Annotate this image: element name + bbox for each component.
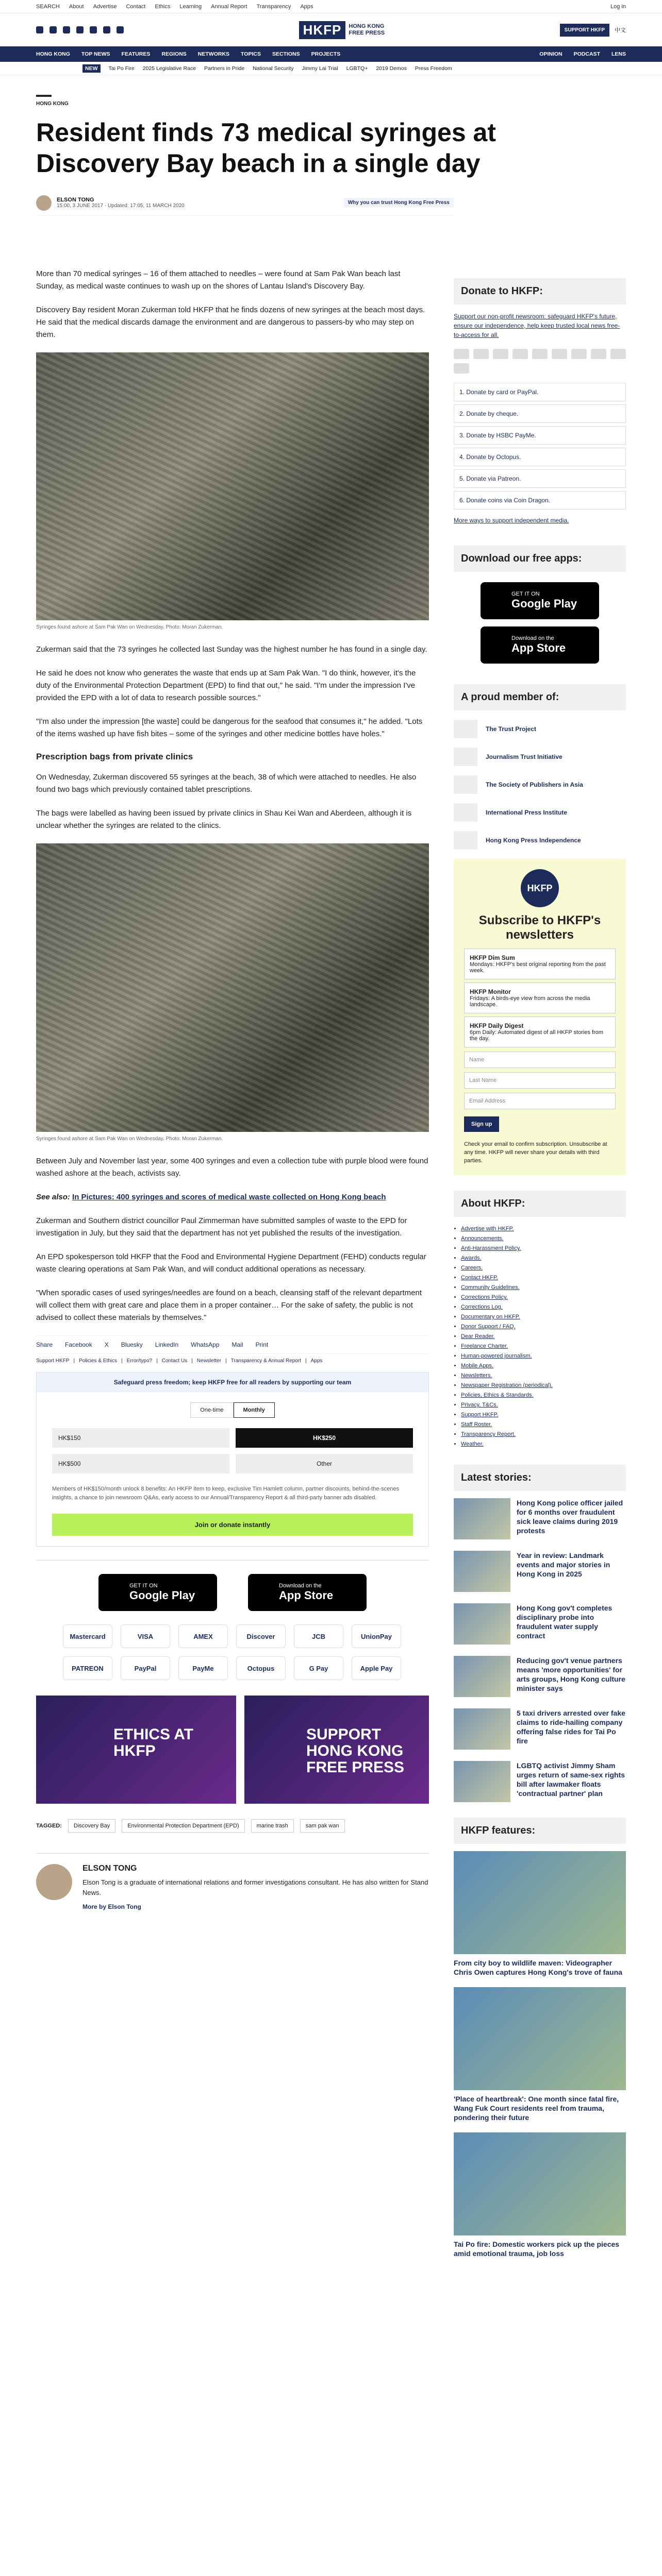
share-print[interactable]: Print [255,1341,269,1348]
unionpay-icon: UnionPay [352,1624,401,1648]
promo-banners [36,1696,429,1804]
main-nav [0,46,662,62]
brand-bar [0,13,662,46]
about-link[interactable]: • Documentary on HKFP. [461,1312,626,1322]
trend-item[interactable]: LGBTQ+ [346,65,368,72]
card-icons [454,349,626,374]
nav-regions[interactable]: REGIONS [161,51,187,57]
nav-projects[interactable]: PROJECTS [311,51,341,57]
trend-item[interactable]: 2025 Legislative Race [142,65,196,72]
paragraph: The bags were labelled as having been issued by private clinics in Shau Kei Wan and Aberdeen, although it is unclear whether the syringes are related to the clinics. [36,809,412,830]
nav-hong-kong[interactable]: HONG KONG [36,51,70,57]
author-name[interactable]: ELSON TONG [57,197,94,203]
support-button[interactable]: SUPPORT HKFP [560,24,609,37]
link[interactable]: Contact Us [161,1358,188,1364]
avatar[interactable] [36,195,52,211]
about-link[interactable]: • Advertise with HKFP. [461,1224,626,1234]
newsletter-title: Subscribe to HKFP's newsletters [478,913,601,942]
about-link[interactable]: • Contact HKFP. [461,1273,626,1283]
about-link[interactable]: • Corrections Log. [461,1302,626,1312]
story-thumbnail [454,1498,510,1539]
amex-icon [493,349,508,359]
link[interactable]: Policies & Ethics [79,1358,118,1364]
footer-links: Support HKFP | Policies & Ethics | Error/typo? | Contact Us | Newsletter | Transparency & Annual Report | Apps [36,1358,323,1364]
link[interactable]: Newsletter [196,1358,222,1364]
support-banner[interactable]: SUPPORT HONG KONG FREE PRESS [244,1696,429,1804]
about-link[interactable]: • Staff Roster. [461,1420,626,1430]
feature-image [454,1851,626,1954]
payme-icon: PayMe [178,1656,228,1680]
trend-item[interactable]: National Security [253,65,294,72]
feature-story[interactable]: 'Place of heartbreak': One month since fatal fire, Wang Fuk Court residents reel from trauma, pondering their future [454,1987,626,2122]
member-logo[interactable]: The Trust Project [454,720,626,738]
about-link[interactable]: • Newspaper Registration (periodical). [461,1381,626,1391]
social-icons [36,26,124,33]
share-mail[interactable]: Mail [231,1341,243,1348]
syringes-photo-2 [36,843,429,1132]
about-list [454,1224,626,1449]
tag-list [36,1819,429,1833]
paypal-icon: PayPal [121,1656,170,1680]
share-label: Share [36,1341,53,1348]
nav-networks[interactable]: NETWORKS [197,51,230,57]
latest-story[interactable]: Year in review: Landmark events and major stories in Hong Kong in 2025 [454,1551,626,1592]
util-apps[interactable]: Apps [300,3,313,10]
donate-option[interactable]: 2. Donate by cheque. [454,404,626,423]
about-link[interactable]: • Corrections Policy. [461,1293,626,1302]
login-link[interactable]: Log in [610,3,626,10]
paragraph: An EPD spokesperson told HKFP that the Food and Environmental Hygiene Department (FEHD) conducts regular waste clearing operations at Sam Pak Wan, and will conduct additional operations as necessary. [36,1252,426,1274]
facebook-icon[interactable] [36,26,43,33]
paragraph: On Wednesday, Zukerman discovered 55 syringes at the beach, 38 of which were attached to needles. He also found two bags which previously contained tablet prescriptions. [36,773,417,794]
about-link[interactable]: • Donor Support / FAQ. [461,1322,626,1332]
sidebar-heading: Latest stories: [454,1465,626,1491]
paragraph: "When sporadic cases of used syringes/needles are found on a beach, cleansing staff of the relevant department will collect them with great care and place them in a proper container… For the sake of safety, the public is not advised to collect these materials by themselves." [36,1289,422,1322]
donate-option[interactable]: 1. Donate by card or PayPal. [454,383,626,401]
about-link[interactable]: • Policies, Ethics & Standards. [461,1391,626,1400]
feature-story[interactable]: From city boy to wildlife maven: Videographer Chris Owen captures Hong Kong's trove of fauna [454,1851,626,1977]
jcb-icon: JCB [294,1624,343,1648]
subheading: Prescription bags from private clinics [36,752,193,761]
newsletter-option[interactable]: HKFP Monitor Fridays: A birds-eye view from across the media landscape. [464,982,616,1013]
about-link[interactable]: • Weather. [461,1439,626,1449]
app-store-badge[interactable]: Download on the App Store [248,1574,367,1611]
freq-one-time[interactable]: One-time [190,1402,233,1418]
feature-story[interactable]: Tai Po fire: Domestic workers pick up the pieces amid emotional trauma, job loss [454,2132,626,2258]
linkedin-icon[interactable] [103,26,110,33]
paragraph: Zukerman and Southern district councillor Paul Zimmerman have submitted samples of waste to the EPD for investigation in July, but they said that the department has not yet published the results of the investigation. [36,1216,407,1238]
about-link[interactable]: • Privacy, T&Cs. [461,1400,626,1410]
mastercard-icon: Mastercard [63,1624,112,1648]
hkfp-badge: HKFP [521,869,559,907]
about-link[interactable]: • Careers. [461,1263,626,1273]
about-link[interactable]: • Freelance Charter. [461,1342,626,1351]
member-logo[interactable]: The Society of Publishers in Asia [454,775,626,794]
trend-item[interactable]: Press Freedom [415,65,452,72]
freq-monthly[interactable]: Monthly [234,1402,275,1418]
see-also: See also: In Pictures: 400 syringes and scores of medical waste collected on Hong Kong beach [36,1193,386,1201]
discover-icon: Discover [236,1624,286,1648]
discover-icon [532,349,548,359]
donate-option[interactable]: 6. Donate coins via Coin Dragon. [454,491,626,510]
tag[interactable]: marine trash [251,1819,294,1833]
feature-image [454,2132,626,2235]
article-kicker[interactable]: HONG KONG [36,95,52,107]
article-dates: 15:00, 3 JUNE 2017 · Updated: 17:05, 11 MARCH 2020 [57,203,185,209]
amount-150[interactable]: HK$150 [52,1428,229,1448]
google-play-badge[interactable]: GET IT ON Google Play [481,582,599,619]
util-ethics[interactable]: Ethics [155,3,171,10]
donate-text-link[interactable]: Support our non-profit newsroom: safeguard HKFP's future, ensure our independence, help keep trusted local news free-to-access for all. [454,313,620,338]
paragraph: Zukerman said that the 73 syringes he collected last Sunday was the highest number he has found in a single day. [36,645,427,654]
jcb-icon [512,349,528,359]
paypal-icon [571,349,587,359]
trend-item[interactable]: Partners in Pride [204,65,245,72]
amount-250[interactable]: HK$250 [236,1428,413,1448]
link[interactable]: Support HKFP [36,1358,70,1364]
donate-option[interactable]: 4. Donate by Octopus. [454,448,626,466]
latest-story[interactable]: LGBTQ activist Jimmy Sham urges return of same-sex rights bill after lawmaker floats 'contractual partner' plan [454,1761,626,1802]
nav-sections[interactable]: SECTIONS [272,51,300,57]
name-field[interactable]: Name [464,1052,616,1068]
visa-icon: VISA [121,1624,170,1648]
share-bar [36,1335,429,1354]
sidebar-heading: Donate to HKFP: [454,278,626,304]
member-logos [454,720,626,850]
mastercard-icon [454,349,469,359]
util-annual-report[interactable]: Annual Report [211,3,247,10]
donate-button[interactable]: Join or donate instantly [52,1514,413,1536]
visa-icon [473,349,489,359]
sidebar-heading: About HKFP: [454,1191,626,1217]
nav-lens[interactable]: LENS [611,51,626,57]
link[interactable]: Error/typo? [126,1358,153,1364]
payme-icon [591,349,606,359]
newsletter-option[interactable]: HKFP Dim Sum Mondays: HKFP's best original reporting from the past week. [464,948,616,979]
gpay-icon: G Pay [294,1656,343,1680]
latest-story[interactable]: Reducing gov't venue partners means 'more opportunities' for arts groups, Hong Kong culture minister says [454,1656,626,1697]
last-name-field[interactable]: Last Name [464,1072,616,1089]
app-store-badge[interactable]: Download on the App Store [481,626,599,664]
syringes-photo [36,352,429,620]
member-logo[interactable]: International Press Institute [454,803,626,822]
search-link[interactable]: SEARCH [36,3,60,10]
sidebar-heading: Download our free apps: [454,546,626,572]
donate-headline: Safeguard press freedom; keep HKFP free for all readers by supporting our team [37,1372,428,1392]
about-link[interactable]: • Human-powered journalism. [461,1351,626,1361]
story-thumbnail [454,1708,510,1750]
paragraph: He said he does not know who generates the waste that ends up at Sam Pak Wan. "I do think, however, it's the duty of the Environmental Protection Department (EPD) to find that out," he said. "I'm under the impression I've provided the EPD with a lot of data to research possible sources." [36,669,416,702]
about-link[interactable]: • Newsletters. [461,1371,626,1381]
trust-link[interactable]: Why you can trust Hong Kong Free Press [344,198,454,208]
newsletter-note: Check your email to confirm subscription. Unsubscribe at any time. HKFP will never share your details with third parties. [464,1141,607,1164]
util-about[interactable]: About [69,3,84,10]
byline [36,194,454,216]
latest-story[interactable]: Hong Kong police officer jailed for 6 months over fraudulent sick leave claims during 2019 protests [454,1498,626,1539]
trend-item[interactable]: Jimmy Lai Trial [302,65,338,72]
member-benefits: Members of HK$150/month unlock 8 benefits: An HKFP item to keep, exclusive Tim Hamlett column, partner discounts, behind-the-scenes insights, a chance to join newsroom Q&As, early access to our Annual/Transparency Report & all third-party banner ads disabled. [52,1486,399,1501]
nav-top-news[interactable]: TOP NEWS [81,51,110,57]
see-also-link[interactable]: In Pictures: 400 syringes and scores of medical waste collected on Hong Kong beach [72,1193,386,1201]
amex-icon: AMEX [178,1624,228,1648]
paragraph: Discovery Bay resident Moran Zukerman told HKFP that he finds dozens of new syringes at the beach most days. He said that the medical discards damage the environment and are dangerous to passers-by who may step on them. [36,306,425,339]
util-advertise[interactable]: Advertise [93,3,117,10]
link[interactable]: Transparency & Annual Report [230,1358,302,1364]
site-logo[interactable]: HKFP HONG KONG FREE PRESS [299,21,385,39]
more-ways-link[interactable]: More ways to support independent media. [454,517,569,524]
email-field[interactable]: Email Address [464,1093,616,1109]
tag[interactable]: sam pak wan [300,1819,345,1833]
language-link[interactable]: 中文 [615,27,626,33]
about-link[interactable]: • Community Guidelines. [461,1283,626,1293]
paragraph: Between July and November last year, some 400 syringes and even a collection tube with purple blood were found washed ashore at the beach, activists say. [36,1157,428,1178]
about-link[interactable]: • Transparency Report. [461,1430,626,1439]
payment-logos [52,1624,412,1680]
more-by-author-link[interactable]: More by Elson Tong [82,1903,141,1910]
sidebar-heading: A proud member of: [454,684,626,710]
amount-other[interactable]: Other [236,1454,413,1473]
share-facebook[interactable]: Facebook [65,1341,92,1348]
tag[interactable]: Environmental Protection Department (EPD) [122,1819,244,1833]
applepay-icon: Apple Pay [352,1656,401,1680]
page-title: Resident finds 73 medical syringes at Discovery Bay beach in a single day [36,118,496,178]
about-link[interactable]: • Support HKFP. [461,1410,626,1420]
story-thumbnail [454,1656,510,1697]
link[interactable]: Apps [310,1358,323,1364]
photo-caption: Syringes found ashore at Sam Pak Wan on Wednesday. Photo: Moran Zukerman. [36,1136,223,1142]
story-thumbnail [454,1551,510,1592]
nav-opinion[interactable]: OPINION [539,51,562,57]
ethics-banner[interactable]: ETHICS AT HKFP [36,1696,236,1804]
about-link[interactable]: • Mobile Apps. [461,1361,626,1371]
nav-podcast[interactable]: PODCAST [573,51,600,57]
sidebar [454,278,626,2268]
donate-option[interactable]: 5. Donate via Patreon. [454,469,626,488]
amount-options [37,1428,428,1473]
google-play-badge[interactable]: GET IT ON Google Play [98,1574,217,1611]
share-linkedin[interactable]: LinkedIn [155,1341,179,1348]
about-link[interactable]: • Announcements. [461,1234,626,1244]
nav-features[interactable]: FEATURES [121,51,151,57]
latest-story[interactable]: Hong Kong gov't completes disciplinary probe into fraudulent water supply contract [454,1603,626,1645]
amount-500[interactable]: HK$500 [52,1454,229,1473]
about-link[interactable]: • Anti-Harassment Policy. [461,1244,626,1253]
trend-item[interactable]: Tai Po Fire [108,65,135,72]
trend-item[interactable]: 2019 Demos [376,65,407,72]
new-badge: NEW [82,64,101,73]
article-body [36,268,429,1911]
story-thumbnail [454,1761,510,1802]
gpay-icon [610,349,626,359]
author-bio [36,1853,429,1911]
trending-bar [0,62,662,75]
instagram-icon[interactable] [63,26,70,33]
feature-image [454,1987,626,2090]
threads-icon[interactable] [76,26,84,33]
share-x[interactable]: X [104,1341,109,1348]
photo-caption: Syringes found ashore at Sam Pak Wan on Wednesday. Photo: Moran Zukerman. [36,624,223,630]
paragraph: More than 70 medical syringes – 16 of them attached to needles – were found at Sam Pak Wan beach last Sunday, as medical waste continues to wash up on the shores of Lantau Island's Discovery Bay. [36,269,401,291]
paragraph: "I'm also under the impression [the waste] could be dangerous for the seafood that consumes it," he added. "Lots of the items washed up have fish bites – some of the syringes and other medicine bottles have holes." [36,717,423,738]
nav-topics[interactable]: TOPICS [241,51,261,57]
author-avatar[interactable] [36,1864,72,1900]
about-link[interactable]: • Dear Reader. [461,1332,626,1342]
bio-text: Elson Tong is a graduate of international relations and former investigations consultant. He has also written for Stand News. [82,1878,428,1896]
newsletter-box [454,859,626,1175]
util-transparency[interactable]: Transparency [256,3,291,10]
tags-label: TAGGED: [36,1823,62,1829]
octopus-icon: Octopus [236,1656,286,1680]
member-logo[interactable]: Journalism Trust Initiative [454,748,626,766]
app-store-row [36,1574,429,1611]
frequency-toggle [37,1402,428,1418]
newsletter-option[interactable]: HKFP Daily Digest 6pm Daily: Automated digest of all HKFP stories from the day. [464,1016,616,1047]
donate-box [36,1372,429,1547]
share-bluesky[interactable]: Bluesky [121,1341,143,1348]
about-link[interactable]: • Awards. [461,1253,626,1263]
unionpay-icon [552,349,567,359]
member-logo[interactable]: Hong Kong Press Independence [454,831,626,850]
util-learning[interactable]: Learning [179,3,202,10]
util-contact[interactable]: Contact [126,3,146,10]
latest-story[interactable]: 5 taxi drivers arrested over fake claims to ride-hailing company offering false rides for Tai Po fire [454,1708,626,1750]
bluesky-icon[interactable] [117,26,124,33]
x-icon[interactable] [49,26,57,33]
share-whatsapp[interactable]: WhatsApp [191,1341,220,1348]
story-thumbnail [454,1603,510,1645]
sidebar-heading: HKFP features: [454,1818,626,1844]
signup-button[interactable]: Sign up [464,1116,499,1132]
donate-option[interactable]: 3. Donate by HSBC PayMe. [454,426,626,445]
tag[interactable]: Discovery Bay [68,1819,115,1833]
patreon-icon: PATREON [63,1656,112,1680]
youtube-icon[interactable] [90,26,97,33]
applepay-icon [454,363,469,374]
utility-bar [0,0,662,13]
bio-name[interactable]: ELSON TONG [82,1864,137,1873]
